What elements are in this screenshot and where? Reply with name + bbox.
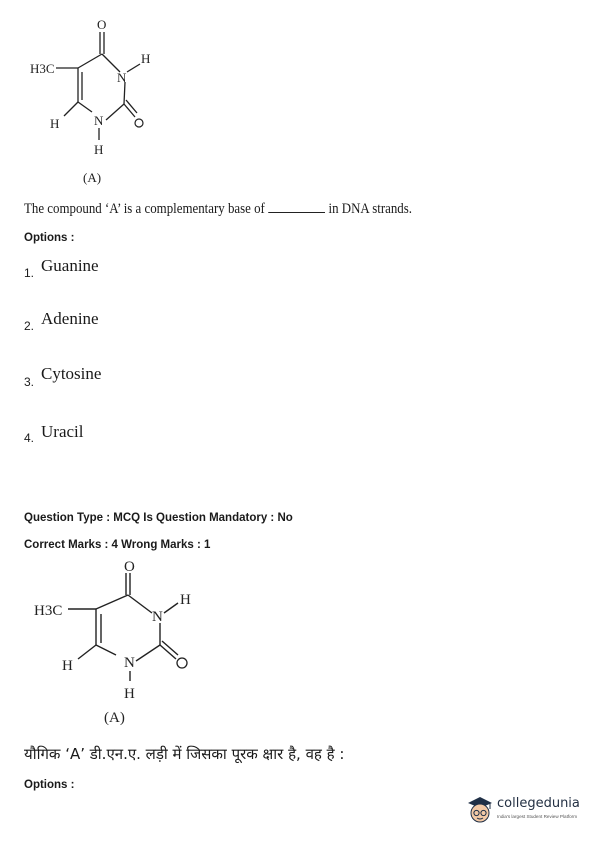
answer-blank xyxy=(268,200,325,213)
nitrogen-label: N xyxy=(94,113,104,128)
logo-tagline: India's largest Student Review Platform xyxy=(497,814,578,819)
option-text: Guanine xyxy=(41,256,99,275)
hydrogen-label: H xyxy=(94,142,104,157)
structure-caption: (A) xyxy=(104,710,125,726)
hydrogen-label: H xyxy=(141,51,151,66)
question-part-1: The compound ‘A’ is a complementary base of xyxy=(24,201,265,217)
question-text-hi: यौगिक ‘A’ डी.एन.ए. लड़ी में जिसका पूरक क्षार है, वह है : xyxy=(24,745,345,763)
structure-caption: (A) xyxy=(83,170,102,185)
option-text: Adenine xyxy=(41,309,99,328)
thymine-structure-top xyxy=(28,12,168,190)
nitrogen-label: N xyxy=(152,609,163,625)
methyl-label: H3C xyxy=(34,603,63,619)
oxygen-label: O xyxy=(124,559,135,575)
hydrogen-label: H xyxy=(124,686,135,702)
nitrogen-label: N xyxy=(117,70,127,85)
option-number: 1. xyxy=(24,266,35,280)
mascot-icon xyxy=(465,794,495,826)
marks-line: Correct Marks : 4 Wrong Marks : 1 xyxy=(24,539,211,551)
oxygen-ring xyxy=(135,119,143,127)
oxygen-label: O xyxy=(97,17,107,32)
hydrogen-label: H xyxy=(50,116,60,131)
thymine-structure-bottom xyxy=(30,557,210,727)
option-number: 3. xyxy=(24,375,35,389)
question-type-line: Question Type : MCQ Is Question Mandatory : No xyxy=(24,512,293,524)
question-part-2: in DNA strands. xyxy=(328,201,412,217)
methyl-label: H3C xyxy=(30,61,55,76)
options-label: Options : xyxy=(24,232,75,244)
hydrogen-label: H xyxy=(62,658,73,674)
option-text: Uracil xyxy=(41,422,84,441)
option-text: Cytosine xyxy=(41,364,102,383)
question-text-en xyxy=(24,200,412,218)
logo-wordmark: collegedunia xyxy=(497,796,580,811)
hydrogen-label: H xyxy=(180,592,191,608)
option-number: 2. xyxy=(24,319,35,333)
nitrogen-label: N xyxy=(124,655,135,671)
option-number: 4. xyxy=(24,431,35,445)
oxygen-ring xyxy=(177,658,187,668)
collegedunia-logo[interactable] xyxy=(465,792,583,828)
options-label-2: Options : xyxy=(24,779,75,791)
